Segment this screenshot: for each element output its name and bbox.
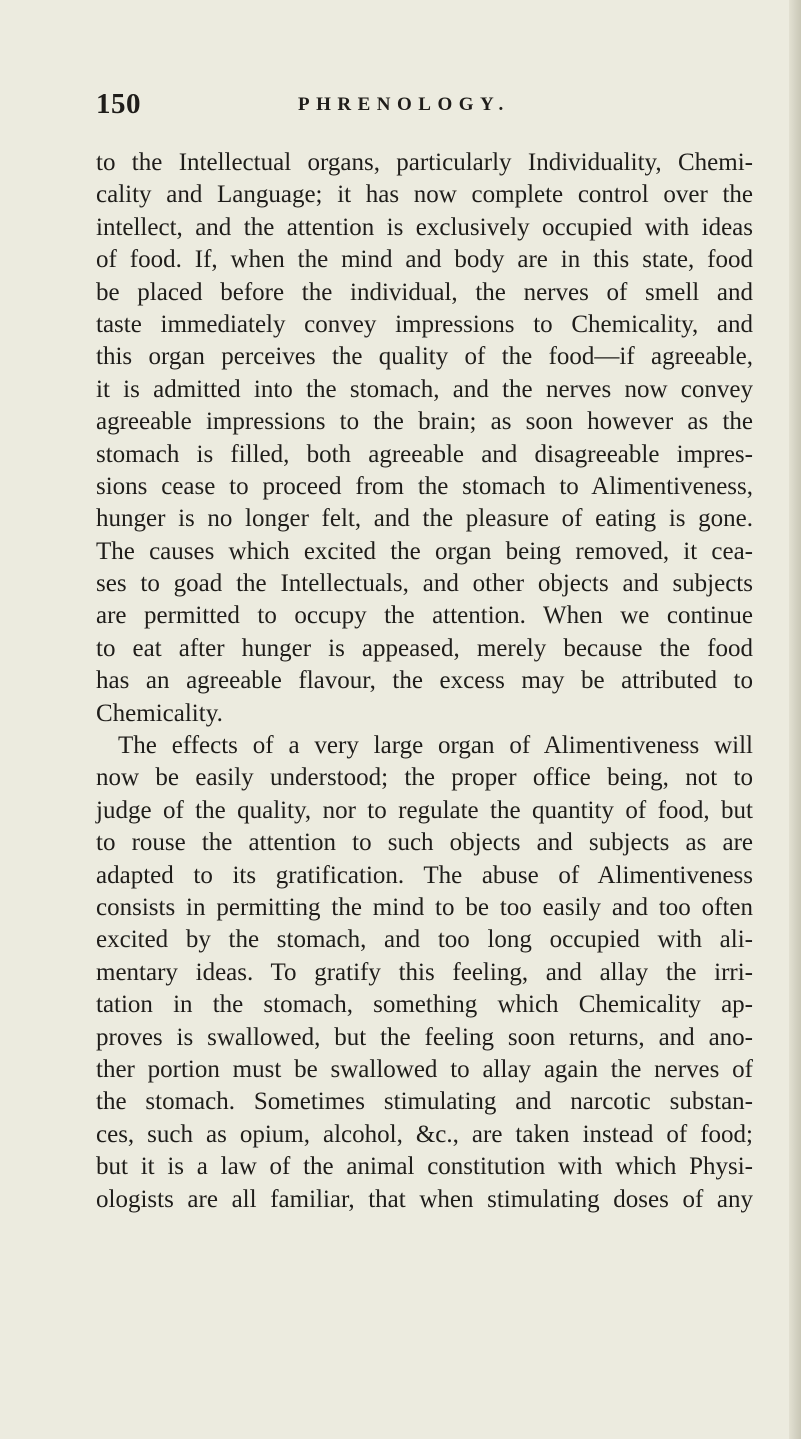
text-line: has an agreeable flavour, the excess may be attributed to xyxy=(96,667,753,695)
text-line: hunger is no longer felt, and the pleasure of eating is gone. xyxy=(96,505,753,533)
text-line: taste immediately convey impressions to Chemicality, and xyxy=(96,310,753,338)
text-line: now be easily understood; the proper office being, not to xyxy=(96,764,753,792)
text-line: be placed before the individual, the nerves of smell and xyxy=(96,278,753,306)
text-line: stomach is filled, both agreeable and disagreeable impres- xyxy=(96,440,753,468)
text-line: proves is swallowed, but the feeling soon returns, and ano- xyxy=(96,1023,753,1051)
text-line: intellect, and the attention is exclusively occupied with ideas xyxy=(96,213,753,241)
page-body xyxy=(96,147,753,1216)
text-line: judge of the quality, nor to regulate the quantity of food, but xyxy=(96,796,753,824)
text-line: ologists are all familiar, that when stimulating doses of any xyxy=(96,1185,753,1213)
paragraph-end-line: Chemicality. xyxy=(96,699,223,727)
text-line: ces, such as opium, alcohol, &c., are taken instead of food; xyxy=(96,1120,753,1148)
text-line: to the Intellectual organs, particularly Individuality, Chemi- xyxy=(96,149,753,176)
text-line: ses to goad the Intellectuals, and other objects and subjects xyxy=(96,570,753,598)
text-line: it is admitted into the stomach, and the nerves now convey xyxy=(96,375,753,403)
text-line: the stomach. Sometimes stimulating and narcotic substan- xyxy=(96,1088,753,1116)
text-line: mentary ideas. To gratify this feeling, and allay the irri- xyxy=(96,958,753,986)
text-line: to eat after hunger is appeased, merely because the food xyxy=(96,634,753,662)
text-line: sions cease to proceed from the stomach to Alimentiveness, xyxy=(96,472,753,500)
running-title: PHRENOLOGY. xyxy=(298,94,510,115)
text-line: but it is a law of the animal constitution with which Physi- xyxy=(96,1153,753,1181)
text-line: The causes which excited the organ being removed, it cea- xyxy=(96,537,753,565)
text-line: to rouse the attention to such objects and subjects as are xyxy=(96,829,753,857)
running-head xyxy=(96,88,716,128)
text-line: excited by the stomach, and too long occupied with ali- xyxy=(96,926,753,954)
paragraph-start-line: The effects of a very large organ of Alimentiveness will xyxy=(118,732,753,760)
text-line: ther portion must be swallowed to allay again the nerves of xyxy=(96,1055,753,1083)
text-line: cality and Language; it has now complete control over the xyxy=(96,181,753,209)
page-number: 150 xyxy=(96,88,141,120)
text-line: adapted to its gratification. The abuse of Alimentiveness xyxy=(96,861,753,889)
text-line: are permitted to occupy the attention. When we continue xyxy=(96,602,753,630)
text-line: of food. If, when the mind and body are in this state, food xyxy=(96,246,753,274)
text-line: tation in the stomach, something which Chemicality ap- xyxy=(96,991,753,1019)
text-line: agreeable impressions to the brain; as soon however as the xyxy=(96,408,753,436)
page-edge-shadow xyxy=(789,0,801,1439)
text-line: this organ perceives the quality of the food—if agreeable, xyxy=(96,343,753,371)
text-line: consists in permitting the mind to be too easily and too often xyxy=(96,893,753,921)
